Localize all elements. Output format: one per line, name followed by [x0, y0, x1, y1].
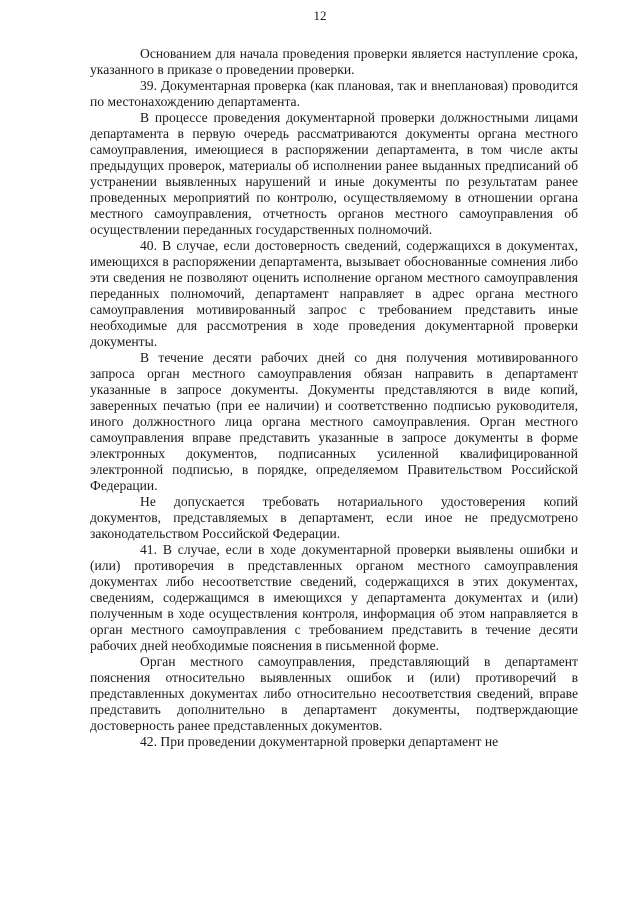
paragraph-42: 42. При проведении документарной проверки департамент не: [140, 734, 499, 749]
paragraph-41: 41. В случае, если в ходе документарной проверки выявлены ошибки и (или) противоречия в представленных органом местного самоуправления документах либо несоответствие сведений, содержащихся в этих документах, сведениям, содержащимся в имеющихся у департамента документах и (или) полученным в ходе осуществления контроля, информация об этом направляется в орган местного самоуправления с требованием представить в течение десяти рабочих дней необходимые пояснения в письменной форме.: [90, 542, 578, 653]
page-number: 12: [313, 8, 327, 23]
paragraph-40-notary: Не допускается требовать нотариального удостоверения копий документов, представляемых в департамент, если иное не предусмотрено законодательством Российской Федерации.: [90, 494, 578, 541]
document-body: [90, 46, 578, 750]
paragraph-40-deadline: В течение десяти рабочих дней со дня получения мотивированного запроса орган местного самоуправления обязан направить в департамент указанные в запросе документы. Документы представляются в виде копий, заверенных печатью (при ее наличии) и соответственно подписью руководителя, иного должностного лица органа местного самоуправления. Орган местного самоуправления вправе представить указанные в запросе документы в форме электронных документов, подписанных усиленной квалифицированной электронной подписью, в порядке, определяемом Правительством Российской Федерации.: [90, 350, 578, 493]
paragraph-40: 40. В случае, если достоверность сведений, содержащихся в документах, имеющихся в распоряжении департамента, вызывает обоснованные сомнения либо эти сведения не позволяют оценить исполнение органом местного самоуправления переданных полномочий, департамент направляет в адрес органа местного самоуправления мотивированный запрос с требованием представить иные необходимые для рассмотрения в ходе проведения документарной проверки документы.: [90, 238, 578, 349]
paragraph-39-documents: В процессе проведения документарной проверки должностными лицами департамента в первую очередь рассматриваются документы органа местного самоуправления, имеющиеся в распоряжении департамента, в том числе акты предыдущих проверок, материалы об исполнении ранее выданных предписаний об устранении выявленных нарушений и иные документы по результатам ранее проведенных мероприятий по контролю, осуществляемому в отношении органа местного самоуправления, отчетность органов местного самоуправления об осуществлении переданных государственных полномочий.: [90, 110, 578, 237]
paragraph-inspection-start: Основанием для начала проведения проверки является наступление срока, указанного в приказе о проведении проверки.: [90, 46, 578, 77]
paragraph-41-explanations: Орган местного самоуправления, представляющий в департамент пояснения относительно выявленных ошибок и (или) противоречий в представленных документах либо относительно несоответствия сведений, вправе представить дополнительно в департамент документы, подтверждающие достоверность ранее представленных документов.: [90, 654, 578, 733]
paragraph-39: 39. Документарная проверка (как плановая, так и внеплановая) проводится по местонахождению департамента.: [90, 78, 578, 109]
